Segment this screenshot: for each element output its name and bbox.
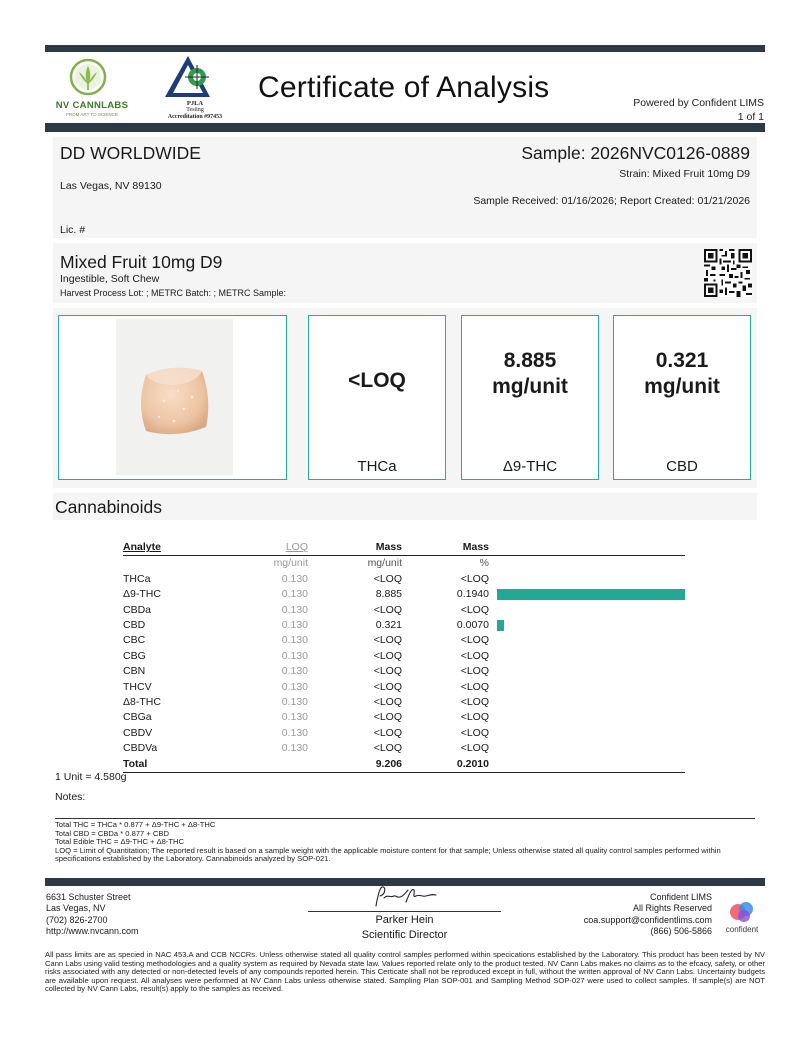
- formula-line: Total CBD = CBDa * 0.877 + CBD: [55, 828, 169, 838]
- analyte-result-bar: [497, 620, 504, 631]
- total-loq: [256, 757, 308, 773]
- table-row: [123, 680, 685, 695]
- lab-logo-tagline: FROM ART TO SCIENCE: [66, 112, 118, 117]
- analyte-bar-cell: [489, 649, 685, 664]
- analyte-mass-mg: <LOQ: [373, 665, 402, 678]
- formula-line: Total Edible THC = Δ9-THC + Δ8-THC: [55, 837, 185, 847]
- analyte-mass-mg: <LOQ: [373, 634, 402, 647]
- analyte-loq: 0.130: [281, 634, 308, 647]
- col-analyte: Analyte: [123, 540, 256, 556]
- header-divider-bar: [45, 123, 765, 132]
- analyte-name: Δ8-THC: [123, 696, 161, 709]
- table-row: [123, 741, 685, 756]
- unit-mass-pct: %: [479, 557, 489, 570]
- table-total-row: [123, 757, 685, 773]
- analyte-mass-pct: 0.0070: [456, 619, 489, 632]
- analyte-name: CBC: [123, 634, 146, 647]
- cbd-summary-value: 0.321 mg/unit: [644, 349, 720, 398]
- cannabinoids-table: [123, 540, 685, 773]
- analyte-loq: 0.130: [281, 680, 308, 693]
- analyte-mass-pct: <LOQ: [460, 634, 489, 647]
- lab-address: [46, 892, 139, 937]
- lab-address-line: 6631 Schuster Street: [46, 892, 131, 902]
- analyte-loq: 0.130: [281, 572, 308, 585]
- client-license: Lic. #: [60, 224, 86, 236]
- analyte-bar-cell: [489, 664, 685, 679]
- signer-title: Scientific Director: [361, 929, 448, 941]
- analyte-loq: 0.130: [281, 696, 308, 709]
- confident-logo: [720, 900, 764, 936]
- analyte-mass-mg: 8.885: [375, 588, 402, 601]
- total-mass-mg: 9.206: [308, 757, 402, 773]
- analyte-name: CBGa: [123, 711, 152, 724]
- lab-address-line: Las Vegas, NV: [46, 903, 106, 914]
- analyte-name: CBDa: [123, 603, 152, 616]
- analyte-mass-mg: <LOQ: [373, 649, 402, 662]
- analyte-name: CBN: [123, 665, 146, 678]
- analyte-mass-mg: <LOQ: [373, 711, 402, 724]
- analyte-loq: 0.130: [281, 726, 308, 739]
- pjla-caption: [160, 100, 230, 121]
- analyte-loq: 0.130: [281, 742, 308, 755]
- analyte-mass-pct: 0.1940: [456, 588, 489, 601]
- sample-dates: Sample Received: 01/16/2026; Report Created: 01/21/2026: [473, 195, 750, 207]
- lims-info-line: (866) 506-5866: [650, 925, 712, 936]
- unit-mass-mg: mg/unit: [367, 557, 402, 570]
- accreditation-triangle-icon: [160, 53, 230, 103]
- lims-info-line: Confident LIMS: [649, 892, 712, 902]
- table-row: [123, 664, 685, 679]
- cbd-summary-label: CBD: [666, 458, 698, 475]
- lab-address-line: (702) 826-2700: [46, 914, 108, 925]
- pjla-name: PJLA: [186, 100, 204, 107]
- notes-label: Notes:: [55, 791, 86, 803]
- page-count: 1 of 1: [737, 111, 764, 123]
- analyte-mass-pct: <LOQ: [460, 696, 489, 709]
- cannabinoids-title: Cannabinoids: [55, 497, 163, 517]
- soft-chew-image: [134, 361, 214, 441]
- thca-summary-value: <LOQ: [348, 369, 406, 392]
- table-units-row: [123, 556, 685, 572]
- analyte-mass-mg: <LOQ: [373, 742, 402, 755]
- analyte-mass-pct: <LOQ: [460, 572, 489, 585]
- col-loq: LOQ: [256, 540, 308, 556]
- analyte-loq: 0.130: [281, 665, 308, 678]
- analyte-bar-cell: [489, 726, 685, 741]
- table-row: [123, 726, 685, 741]
- formula-line: Total THC = THCa * 0.877 + Δ9-THC + Δ8-THC: [55, 820, 216, 829]
- col-bar: [489, 540, 685, 556]
- signer-name: Parker Hein: [375, 914, 434, 926]
- qr-code-icon[interactable]: [704, 249, 752, 297]
- analyte-bar-cell: [489, 618, 685, 633]
- notes-divider: [55, 818, 755, 819]
- total-bar-cell: [489, 757, 685, 773]
- product-type: Ingestible, Soft Chew: [60, 273, 160, 285]
- analyte-name: CBD: [123, 619, 146, 632]
- product-photo-box: [58, 315, 287, 480]
- formula-line: LOQ = Limit of Quantitation; The reported result is based on a sample weight with the applicable moisture content for that sample; Unless otherwise stated all quality control samples performed within specifications established by the Laboratory. Cannabinoids analyzed by SOP-021.: [55, 845, 721, 864]
- analyte-bar-cell: [489, 695, 685, 710]
- analyte-mass-pct: <LOQ: [460, 742, 489, 755]
- lims-info-line: coa.support@confidentlims.com: [583, 914, 712, 925]
- table-row: [123, 649, 685, 664]
- sample-strain: Strain: Mixed Fruit 10mg D9: [619, 168, 750, 180]
- analyte-result-bar: [497, 589, 685, 600]
- lims-info-line: All Rights Reserved: [632, 903, 712, 914]
- col-mass-mg: Mass: [308, 540, 402, 556]
- lab-logo-text: NV CANNLABS: [55, 100, 129, 111]
- analyte-name: CBDVa: [123, 742, 158, 755]
- table-row: [123, 710, 685, 725]
- summary-box-cbd: [613, 315, 751, 480]
- analyte-mass-pct: <LOQ: [460, 711, 489, 724]
- client-name: DD WORLDWIDE: [60, 143, 201, 163]
- analyte-name: THCV: [123, 680, 152, 693]
- analyte-loq: 0.130: [281, 588, 308, 601]
- d9thc-summary-label: Δ9-THC: [502, 458, 558, 475]
- signature-line: [308, 911, 501, 912]
- client-address: Las Vegas, NV 89130: [60, 180, 162, 192]
- analyte-bar-cell: [489, 572, 685, 587]
- formula-notes: [55, 821, 755, 864]
- page-title: Certificate of Analysis: [258, 71, 550, 104]
- table-row: [123, 618, 685, 633]
- analyte-mass-mg: <LOQ: [373, 696, 402, 709]
- analyte-name: THCa: [123, 572, 151, 585]
- confident-logo-icon: [729, 900, 755, 924]
- analyte-mass-mg: <LOQ: [373, 572, 402, 585]
- powered-by-text: Powered by Confident LIMS: [633, 97, 764, 109]
- analyte-loq: 0.130: [281, 619, 308, 632]
- lab-address-line: http://www.nvcann.com: [46, 925, 139, 936]
- analyte-name: CBG: [123, 649, 146, 662]
- analyte-mass-mg: 0.321: [375, 619, 402, 632]
- sample-id: Sample: 2026NVC0126-0889: [521, 143, 750, 163]
- analyte-name: Δ9-THC: [123, 588, 161, 601]
- analyte-bar-cell: [489, 710, 685, 725]
- pjla-testing: Testing: [186, 107, 204, 113]
- table-row: [123, 587, 685, 602]
- thca-summary-label: THCa: [357, 458, 397, 475]
- table-header-row: [123, 540, 685, 556]
- analyte-bar-cell: [489, 633, 685, 648]
- table-row: [123, 572, 685, 587]
- analyte-mass-pct: <LOQ: [460, 665, 489, 678]
- lims-contact-info: [584, 892, 712, 937]
- analyte-bar-cell: [489, 741, 685, 756]
- signature-image: [370, 884, 440, 910]
- unit-loq: mg/unit: [273, 557, 308, 570]
- analyte-mass-mg: <LOQ: [373, 680, 402, 693]
- table-row: [123, 695, 685, 710]
- analyte-mass-pct: <LOQ: [460, 603, 489, 616]
- analyte-bar-cell: [489, 680, 685, 695]
- summary-box-thca: [308, 315, 446, 480]
- unit-weight-note: 1 Unit = 4.580g: [55, 771, 127, 783]
- pjla-accreditation-number: Accreditation #97453: [167, 114, 223, 120]
- product-name: Mixed Fruit 10mg D9: [60, 252, 223, 272]
- top-divider-bar: [45, 45, 765, 52]
- analyte-name: CBDV: [123, 726, 153, 739]
- powered-by: [633, 96, 764, 124]
- analyte-bar-cell: [489, 587, 685, 602]
- analyte-mass-mg: <LOQ: [373, 726, 402, 739]
- d9thc-summary-value: 8.885 mg/unit: [492, 349, 568, 398]
- nv-cannlabs-logo: [46, 57, 138, 123]
- analyte-mass-pct: <LOQ: [460, 649, 489, 662]
- analyte-mass-pct: <LOQ: [460, 680, 489, 693]
- disclaimer: All pass limits are as specied in NAC 453.A and CCB NCCRs. Unless otherwise stated all quality control samples performed within specications established by the Laboratory. This product has been tested by NV Cann Labs using valid testing methodologies and a quality system as required by Nevada state law. Values reported relate only to the product tested. NV Cann Labs makes no claims as to the efcacy, safety, or other risks associated with any detected or non-detected levels of any compounds reported herein. This Certicate shall not be reproduced except in full, without the written approval of NV Cann Labs. Uncertainty budgets are available upon request. All analyses were performed at NV Cann Labs unless otherwise stated. Sampling Plan SOP-001 and Sampling Method SOP-027 were used to collect samples. If sample(s) are NOT collected by NV Cann Labs, result(s) apply to the samples as received.: [45, 950, 765, 994]
- analyte-loq: 0.130: [281, 711, 308, 724]
- table-row: [123, 633, 685, 648]
- analyte-mass-mg: <LOQ: [373, 603, 402, 616]
- batch-info: Harvest Process Lot: ; METRC Batch: ; METRC Sample:: [60, 288, 287, 298]
- total-label: Total: [123, 757, 256, 773]
- analyte-mass-pct: <LOQ: [460, 726, 489, 739]
- summary-box-d9thc: [461, 315, 599, 480]
- total-mass-pct: 0.2010: [402, 757, 489, 773]
- confident-logo-text: confident: [725, 925, 759, 934]
- analyte-bar-cell: [489, 603, 685, 618]
- table-row: [123, 603, 685, 618]
- col-mass-pct: Mass: [402, 540, 489, 556]
- analyte-loq: 0.130: [281, 603, 308, 616]
- analyte-loq: 0.130: [281, 649, 308, 662]
